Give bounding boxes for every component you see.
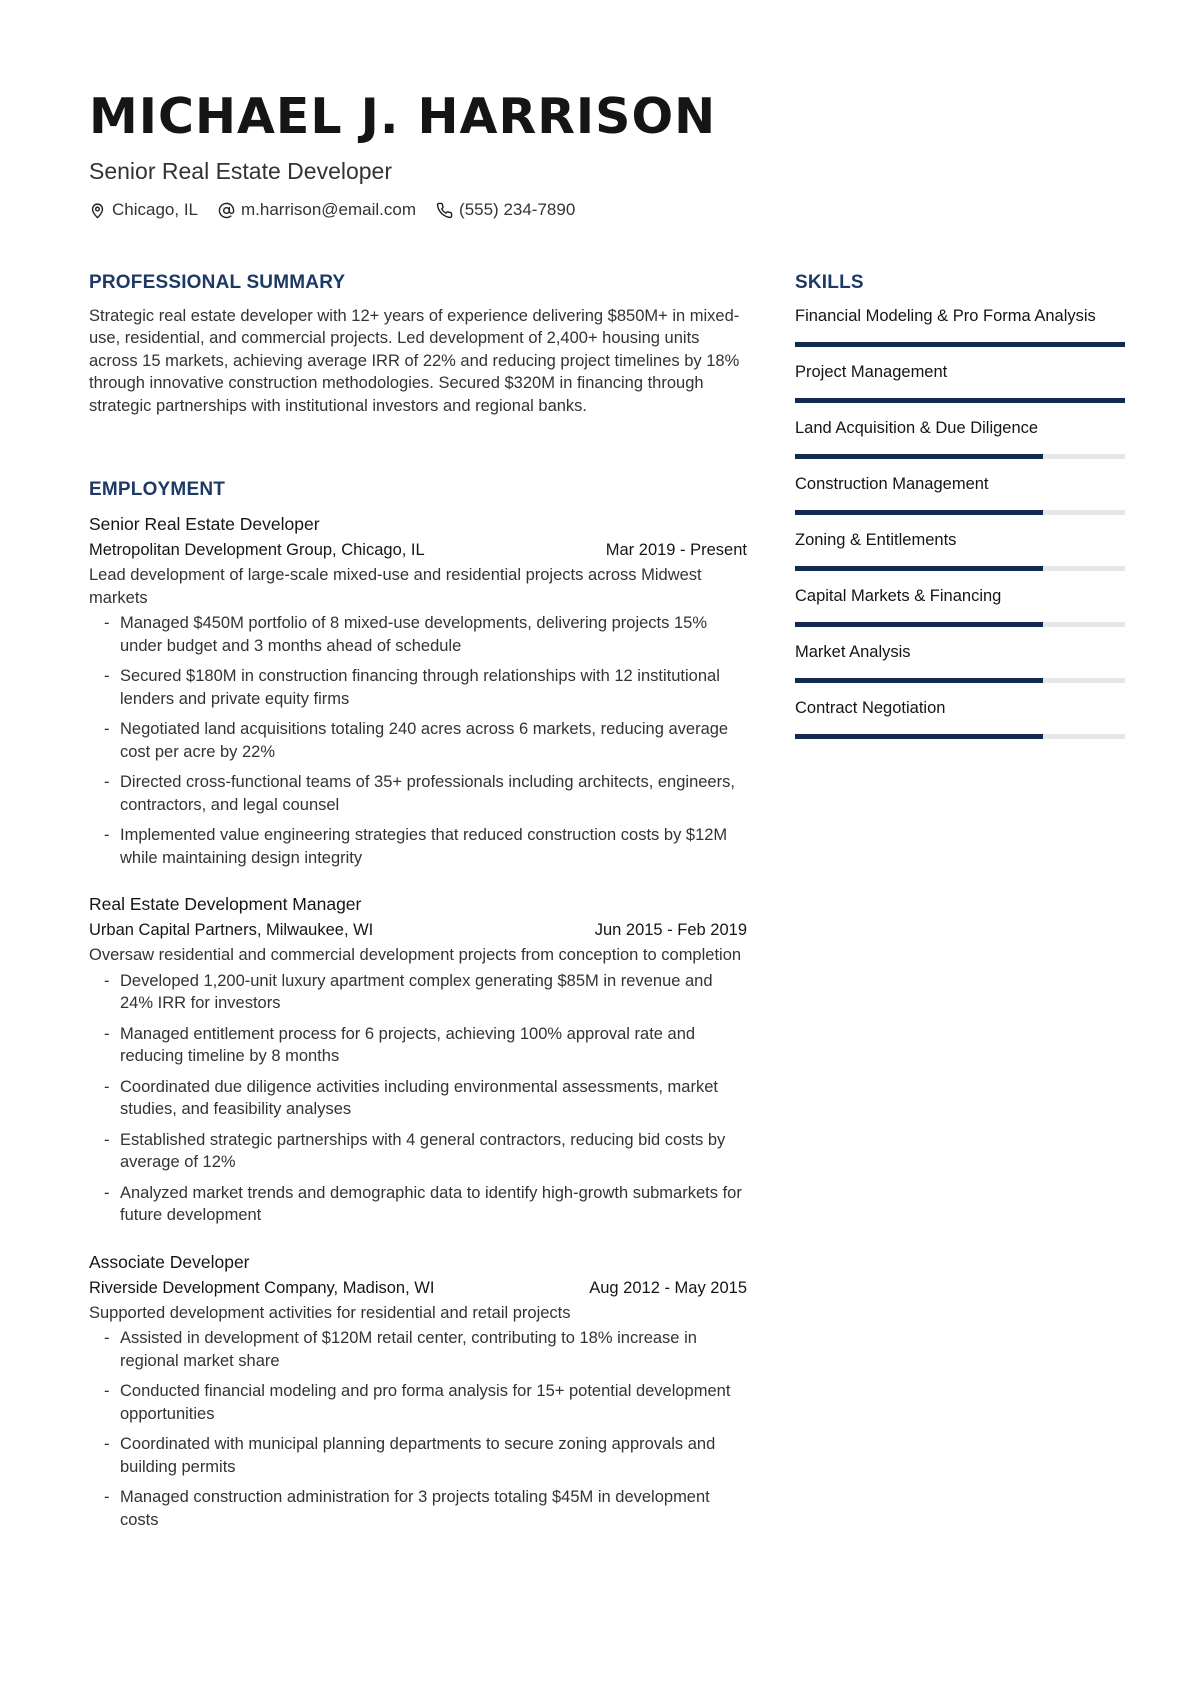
job-meta [89, 538, 747, 562]
map-pin-icon [89, 202, 106, 219]
skill-bar-fill [795, 342, 1125, 347]
skill-label: Capital Markets & Financing [795, 586, 1002, 605]
job-bullet: - Managed construction administration for 3 projects totaling $45M in development costs [89, 1486, 747, 1531]
job-bullet: - Coordinated with municipal planning departments to secure zoning approvals and building permits [89, 1433, 747, 1478]
job-entry [89, 892, 747, 1227]
job-bullet: - Secured $180M in construction financing through relationships with 12 institutional lenders and private equity firms [89, 665, 747, 710]
skill-bar-fill [795, 678, 1043, 683]
skill-bar-track [795, 734, 1125, 739]
job-bullets [89, 1327, 747, 1531]
skill-bar-track [795, 454, 1125, 459]
job-title: Associate Developer [89, 1251, 250, 1272]
job-description: Supported development activities for residential and retail projects [89, 1303, 571, 1322]
skill-item [795, 529, 1125, 571]
skill-label: Project Management [795, 362, 948, 381]
skill-bar-track [795, 398, 1125, 403]
contact-location [89, 200, 198, 220]
job-bullet: - Managed entitlement process for 6 projects, achieving 100% approval rate and reducing timeline by 8 months [89, 1023, 747, 1068]
skill-bar-fill [795, 398, 1125, 403]
job-company: Riverside Development Company, Madison, WI [89, 1278, 435, 1297]
job-bullets [89, 612, 747, 869]
location-text: Chicago, IL [112, 200, 198, 219]
job-bullet: - Developed 1,200-unit luxury apartment complex generating $85M in revenue and 24% IRR for investors [89, 970, 747, 1015]
at-sign-icon [218, 202, 235, 219]
job-bullet: - Assisted in development of $120M retail center, contributing to 18% increase in regional market share [89, 1327, 747, 1372]
job-bullet: - Managed $450M portfolio of 8 mixed-use developments, delivering projects 15% under budget and 3 months ahead of schedule [89, 612, 747, 657]
skill-bar-fill [795, 734, 1043, 739]
job-dates: Mar 2019 - Present [605, 541, 747, 560]
skill-item [795, 305, 1125, 347]
contact-phone [436, 200, 575, 220]
skill-item [795, 697, 1125, 739]
skill-bar-track [795, 510, 1125, 515]
skill-bar-track [795, 678, 1125, 683]
skill-bar-fill [795, 454, 1043, 459]
job-company: Urban Capital Partners, Milwaukee, WI [89, 921, 374, 940]
job-title: Senior Real Estate Developer [89, 514, 320, 535]
job-meta [89, 1276, 747, 1300]
job-bullet: - Coordinated due diligence activities including environmental assessments, market studies, and feasibility analyses [89, 1076, 747, 1121]
sidebar-column [795, 272, 1125, 753]
skill-label: Land Acquisition & Due Diligence [795, 418, 1039, 437]
skill-bar-track [795, 342, 1125, 347]
job-bullet: - Implemented value engineering strategies that reduced construction costs by $12M while maintaining design integrity [89, 824, 747, 869]
job-description: Oversaw residential and commercial development projects from conception to completion [89, 946, 742, 965]
summary-section [89, 272, 747, 417]
contact-info [89, 200, 575, 220]
job-dates: Aug 2012 - May 2015 [589, 1278, 747, 1297]
skill-label: Zoning & Entitlements [795, 530, 957, 549]
employment-heading: EMPLOYMENT [89, 479, 226, 501]
job-title: Real Estate Development Manager [89, 894, 362, 915]
candidate-title: Senior Real Estate Developer [89, 158, 392, 184]
job-entry [89, 1250, 747, 1532]
skill-item [795, 585, 1125, 627]
email-text: m.harrison@email.com [241, 200, 417, 219]
skill-bar-fill [795, 622, 1043, 627]
skill-item [795, 417, 1125, 459]
job-entry [89, 512, 747, 869]
job-bullet: - Directed cross-functional teams of 35+ professionals including architects, engineers, contractors, and legal counsel [89, 771, 747, 816]
phone-text: (555) 234-7890 [459, 200, 576, 219]
job-bullet: - Conducted financial modeling and pro forma analysis for 15+ potential development opportunities [89, 1380, 747, 1425]
skill-label: Financial Modeling & Pro Forma Analysis [795, 306, 1096, 325]
skill-label: Contract Negotiation [795, 698, 946, 717]
job-dates: Jun 2015 - Feb 2019 [594, 921, 747, 940]
skill-item [795, 641, 1125, 683]
job-bullet: - Negotiated land acquisitions totaling 240 acres across 6 markets, reducing average cost per acre by 22% [89, 718, 747, 763]
skill-bar-fill [795, 566, 1043, 571]
job-company: Metropolitan Development Group, Chicago, IL [89, 541, 425, 560]
summary-text: Strategic real estate developer with 12+ years of experience delivering $850M+ in mixed-use, residential, and commercial projects. Led development of 2,400+ housing units across 15 markets, achieving average IRR of 22% and reducing project timelines by 18% through innovative construction methodologies. Secured $320M in financing through strategic partnerships with institutional investors and regional banks. [89, 306, 740, 415]
skills-section [795, 272, 1125, 739]
main-column [89, 272, 747, 1554]
skill-label: Market Analysis [795, 642, 911, 661]
job-meta [89, 918, 747, 942]
skill-bar-track [795, 622, 1125, 627]
job-bullets [89, 970, 747, 1227]
skill-item [795, 361, 1125, 403]
candidate-name: MICHAEL J. HARRISON [89, 88, 717, 145]
employment-section [89, 479, 747, 1531]
job-bullet: - Established strategic partnerships with 4 general contractors, reducing bid costs by average of 12% [89, 1129, 747, 1174]
skill-bar-track [795, 566, 1125, 571]
job-bullet: - Analyzed market trends and demographic data to identify high-growth submarkets for future development [89, 1182, 747, 1227]
phone-icon [436, 202, 453, 219]
skill-label: Construction Management [795, 474, 989, 493]
summary-heading: PROFESSIONAL SUMMARY [89, 272, 346, 293]
contact-email [218, 200, 416, 220]
skill-bar-fill [795, 510, 1043, 515]
skill-item [795, 473, 1125, 515]
skills-heading: SKILLS [795, 272, 864, 293]
job-description: Lead development of large-scale mixed-use and residential projects across Midwest markets [89, 566, 702, 607]
